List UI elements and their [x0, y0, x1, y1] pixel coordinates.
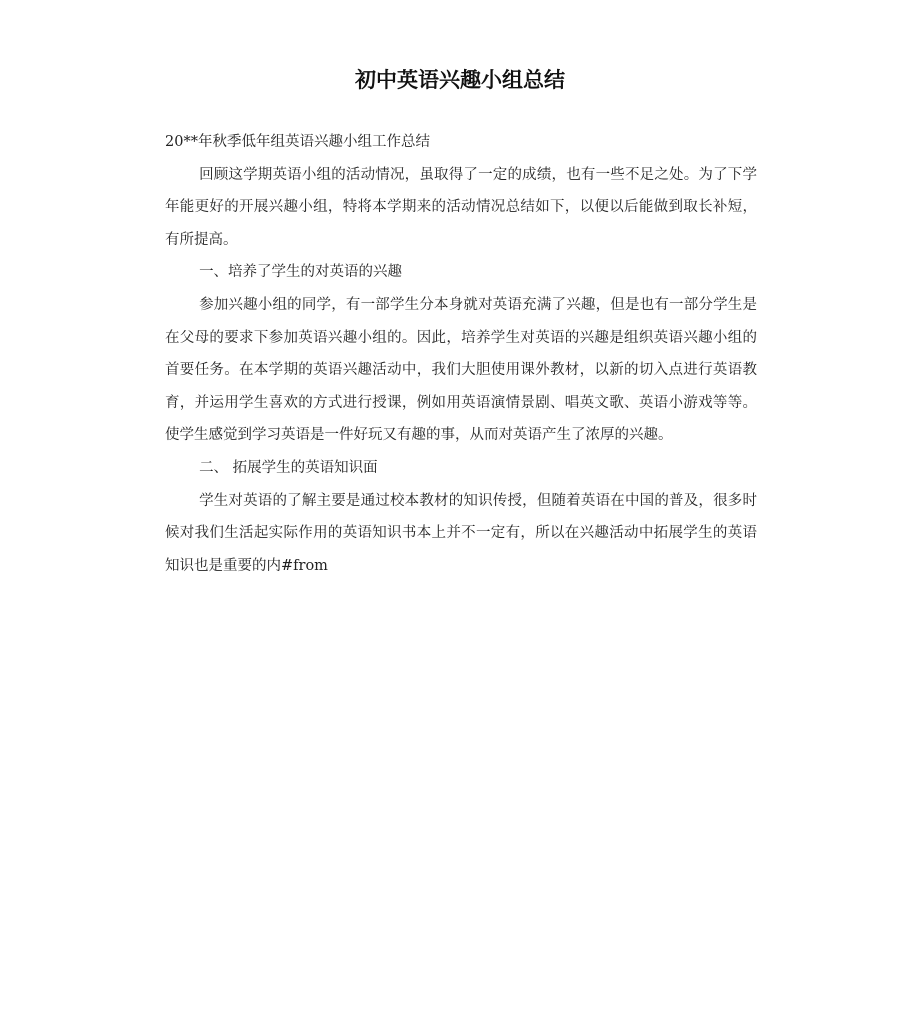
- section-2-paragraph: 学生对英语的了解主要是通过校本教材的知识传授，但随着英语在中国的普及，很多时候对我们生活起实际作用的英语知识书本上并不一定有，所以在兴趣活动中拓展学生的英语知识也是重要的内#from: [165, 492, 757, 574]
- document-body: [165, 126, 757, 582]
- section-heading-1: 一、培养了学生的对英语的兴趣: [199, 264, 403, 281]
- document-title: 初中英语兴趣小组总结: [355, 68, 565, 92]
- subtitle-paragraph: 20**年秋季低年组英语兴趣小组工作总结: [165, 134, 430, 150]
- intro-paragraph: 回顾这学期英语小组的活动情况，虽取得了一定的成绩，也有一些不足之处。为了下学年能更好的开展兴趣小组，特将本学期来的活动情况总结如下，以便以后能做到取长补短，有所提高。: [165, 166, 757, 248]
- section-heading-2: 二、 拓展学生的英语知识面: [199, 459, 378, 476]
- section-1-paragraph: 参加兴趣小组的同学，有一部学生分本身就对英语充满了兴趣，但是也有一部分学生是在父母的要求下参加英语兴趣小组的。因此，培养学生对英语的兴趣是组织英语兴趣小组的首要任务。在本学期的英语兴趣活动中，我们大胆使用课外教材，以新的切入点进行英语教育，并运用学生喜欢的方式进行授课，例如用英语演情景剧、唱英文歌、英语小游戏等等。使学生感觉到学习英语是一件好玩又有趣的事，从而对英语产生了浓厚的兴趣。: [165, 296, 757, 444]
